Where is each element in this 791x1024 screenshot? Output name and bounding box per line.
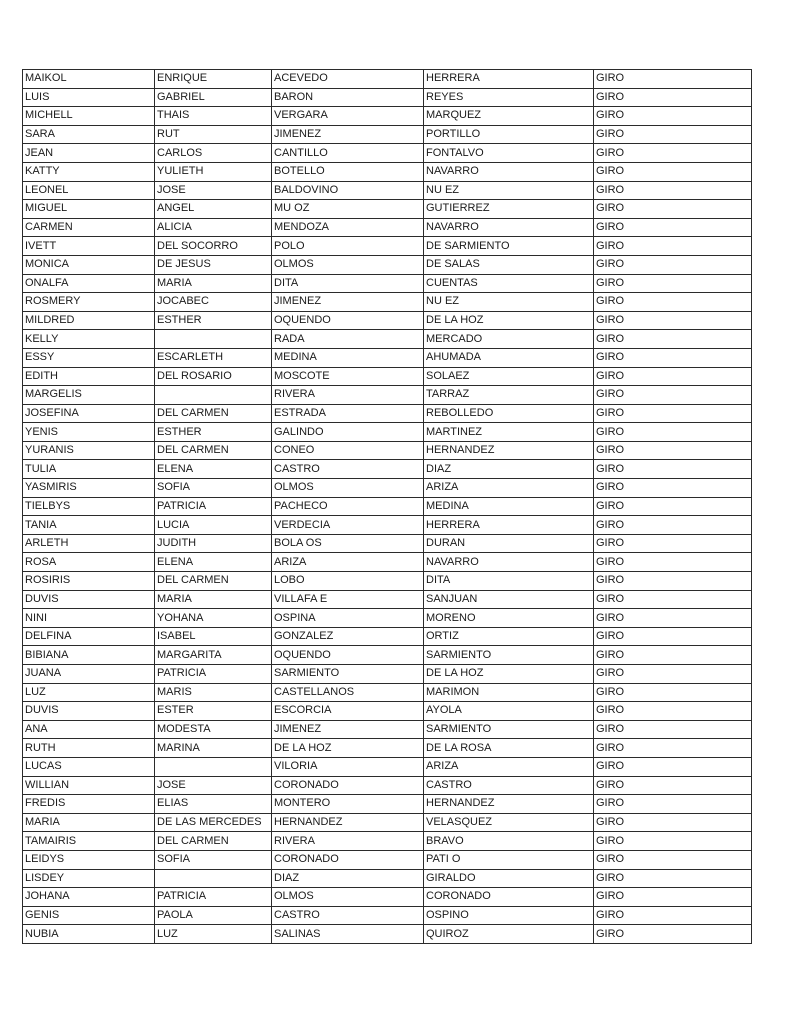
middle-name-cell: MARINA <box>155 739 272 758</box>
second-surname-cell: HERNANDEZ <box>424 441 594 460</box>
first-surname-cell: JIMENEZ <box>272 293 424 312</box>
payment-type-cell: GIRO <box>594 274 752 293</box>
first-surname-cell: CONEO <box>272 441 424 460</box>
second-surname-cell: HERNANDEZ <box>424 795 594 814</box>
first-name-cell: TANIA <box>23 516 155 535</box>
payment-type-cell: GIRO <box>594 367 752 386</box>
table-row <box>23 646 752 665</box>
second-surname-cell: MARQUEZ <box>424 107 594 126</box>
second-surname-cell: CUENTAS <box>424 274 594 293</box>
middle-name-cell <box>155 757 272 776</box>
payment-type-cell: GIRO <box>594 553 752 572</box>
table-row <box>23 757 752 776</box>
table-row <box>23 237 752 256</box>
second-surname-cell: HERRERA <box>424 516 594 535</box>
table-row <box>23 627 752 646</box>
names-table <box>22 69 752 944</box>
first-name-cell: TIELBYS <box>23 497 155 516</box>
first-surname-cell: DIAZ <box>272 869 424 888</box>
payment-type-cell: GIRO <box>594 311 752 330</box>
second-surname-cell: SANJUAN <box>424 590 594 609</box>
middle-name-cell: JUDITH <box>155 534 272 553</box>
middle-name-cell: ELENA <box>155 553 272 572</box>
payment-type-cell: GIRO <box>594 832 752 851</box>
table-row <box>23 572 752 591</box>
first-name-cell: YENIS <box>23 423 155 442</box>
second-surname-cell: MEDINA <box>424 497 594 516</box>
first-name-cell: IVETT <box>23 237 155 256</box>
table-row <box>23 125 752 144</box>
middle-name-cell: PAOLA <box>155 906 272 925</box>
table-row <box>23 534 752 553</box>
second-surname-cell: CORONADO <box>424 888 594 907</box>
second-surname-cell: CASTRO <box>424 776 594 795</box>
payment-type-cell: GIRO <box>594 330 752 349</box>
first-surname-cell: JIMENEZ <box>272 125 424 144</box>
table-row <box>23 200 752 219</box>
second-surname-cell: DE LA HOZ <box>424 311 594 330</box>
payment-type-cell: GIRO <box>594 386 752 405</box>
first-surname-cell: OQUENDO <box>272 311 424 330</box>
second-surname-cell: BRAVO <box>424 832 594 851</box>
second-surname-cell: VELASQUEZ <box>424 813 594 832</box>
first-surname-cell: VERGARA <box>272 107 424 126</box>
first-name-cell: LUCAS <box>23 757 155 776</box>
middle-name-cell: DE JESUS <box>155 255 272 274</box>
first-surname-cell: ACEVEDO <box>272 70 424 89</box>
table-row <box>23 330 752 349</box>
second-surname-cell: DIAZ <box>424 460 594 479</box>
first-name-cell: JOHANA <box>23 888 155 907</box>
first-surname-cell: VILLAFA E <box>272 590 424 609</box>
first-name-cell: EDITH <box>23 367 155 386</box>
middle-name-cell: ESTER <box>155 702 272 721</box>
first-surname-cell: MU OZ <box>272 200 424 219</box>
middle-name-cell: ESTHER <box>155 423 272 442</box>
first-name-cell: ROSA <box>23 553 155 572</box>
table-row <box>23 739 752 758</box>
first-surname-cell: MONTERO <box>272 795 424 814</box>
payment-type-cell: GIRO <box>594 144 752 163</box>
table-row <box>23 386 752 405</box>
second-surname-cell: AHUMADA <box>424 348 594 367</box>
first-name-cell: TAMAIRIS <box>23 832 155 851</box>
payment-type-cell: GIRO <box>594 162 752 181</box>
first-surname-cell: VILORIA <box>272 757 424 776</box>
first-surname-cell: BALDOVINO <box>272 181 424 200</box>
table-row <box>23 850 752 869</box>
first-surname-cell: CASTRO <box>272 460 424 479</box>
table-row <box>23 795 752 814</box>
table-row <box>23 367 752 386</box>
first-name-cell: ROSMERY <box>23 293 155 312</box>
middle-name-cell: MARIA <box>155 274 272 293</box>
middle-name-cell: DEL ROSARIO <box>155 367 272 386</box>
first-surname-cell: OLMOS <box>272 479 424 498</box>
second-surname-cell: TARRAZ <box>424 386 594 405</box>
middle-name-cell: ISABEL <box>155 627 272 646</box>
first-name-cell: MONICA <box>23 255 155 274</box>
table-row <box>23 665 752 684</box>
first-surname-cell: SARMIENTO <box>272 665 424 684</box>
payment-type-cell: GIRO <box>594 237 752 256</box>
second-surname-cell: DE SARMIENTO <box>424 237 594 256</box>
payment-type-cell: GIRO <box>594 757 752 776</box>
first-name-cell: MICHELL <box>23 107 155 126</box>
second-surname-cell: ORTIZ <box>424 627 594 646</box>
first-surname-cell: CORONADO <box>272 776 424 795</box>
middle-name-cell <box>155 330 272 349</box>
table-row <box>23 813 752 832</box>
middle-name-cell: MODESTA <box>155 720 272 739</box>
second-surname-cell: AYOLA <box>424 702 594 721</box>
table-row <box>23 832 752 851</box>
first-name-cell: ESSY <box>23 348 155 367</box>
first-surname-cell: BOLA OS <box>272 534 424 553</box>
table-row <box>23 423 752 442</box>
payment-type-cell: GIRO <box>594 218 752 237</box>
middle-name-cell: DEL CARMEN <box>155 572 272 591</box>
table-row <box>23 162 752 181</box>
first-surname-cell: MOSCOTE <box>272 367 424 386</box>
first-surname-cell: GONZALEZ <box>272 627 424 646</box>
first-name-cell: ANA <box>23 720 155 739</box>
table-row <box>23 683 752 702</box>
middle-name-cell: PATRICIA <box>155 497 272 516</box>
first-name-cell: DUVIS <box>23 702 155 721</box>
middle-name-cell: ELIAS <box>155 795 272 814</box>
table-row <box>23 311 752 330</box>
middle-name-cell <box>155 386 272 405</box>
first-name-cell: DUVIS <box>23 590 155 609</box>
names-table-body <box>23 70 752 944</box>
first-surname-cell: ESTRADA <box>272 404 424 423</box>
first-surname-cell: RADA <box>272 330 424 349</box>
second-surname-cell: PATI O <box>424 850 594 869</box>
first-name-cell: LEIDYS <box>23 850 155 869</box>
second-surname-cell: ARIZA <box>424 479 594 498</box>
first-name-cell: ROSIRIS <box>23 572 155 591</box>
first-surname-cell: LOBO <box>272 572 424 591</box>
payment-type-cell: GIRO <box>594 534 752 553</box>
first-surname-cell: VERDECIA <box>272 516 424 535</box>
first-surname-cell: PACHECO <box>272 497 424 516</box>
first-name-cell: JOSEFINA <box>23 404 155 423</box>
payment-type-cell: GIRO <box>594 776 752 795</box>
table-row <box>23 218 752 237</box>
first-name-cell: GENIS <box>23 906 155 925</box>
second-surname-cell: FONTALVO <box>424 144 594 163</box>
middle-name-cell: ALICIA <box>155 218 272 237</box>
payment-type-cell: GIRO <box>594 497 752 516</box>
first-surname-cell: CORONADO <box>272 850 424 869</box>
first-name-cell: YASMIRIS <box>23 479 155 498</box>
payment-type-cell: GIRO <box>594 665 752 684</box>
second-surname-cell: NAVARRO <box>424 162 594 181</box>
table-row <box>23 609 752 628</box>
first-surname-cell: GALINDO <box>272 423 424 442</box>
middle-name-cell: DE LAS MERCEDES <box>155 813 272 832</box>
payment-type-cell: GIRO <box>594 572 752 591</box>
first-surname-cell: OLMOS <box>272 255 424 274</box>
second-surname-cell: DURAN <box>424 534 594 553</box>
first-surname-cell: CASTELLANOS <box>272 683 424 702</box>
first-name-cell: CARMEN <box>23 218 155 237</box>
middle-name-cell: ESTHER <box>155 311 272 330</box>
payment-type-cell: GIRO <box>594 516 752 535</box>
first-surname-cell: RIVERA <box>272 832 424 851</box>
payment-type-cell: GIRO <box>594 125 752 144</box>
table-row <box>23 702 752 721</box>
table-row <box>23 888 752 907</box>
payment-type-cell: GIRO <box>594 795 752 814</box>
first-surname-cell: BARON <box>272 88 424 107</box>
first-name-cell: RUTH <box>23 739 155 758</box>
second-surname-cell: NU EZ <box>424 293 594 312</box>
payment-type-cell: GIRO <box>594 88 752 107</box>
first-name-cell: MAIKOL <box>23 70 155 89</box>
second-surname-cell: PORTILLO <box>424 125 594 144</box>
table-row <box>23 720 752 739</box>
table-row <box>23 404 752 423</box>
first-surname-cell: ARIZA <box>272 553 424 572</box>
payment-type-cell: GIRO <box>594 646 752 665</box>
first-name-cell: MIGUEL <box>23 200 155 219</box>
middle-name-cell: MARGARITA <box>155 646 272 665</box>
second-surname-cell: DITA <box>424 572 594 591</box>
first-name-cell: FREDIS <box>23 795 155 814</box>
payment-type-cell: GIRO <box>594 293 752 312</box>
table-row <box>23 553 752 572</box>
middle-name-cell: DEL CARMEN <box>155 832 272 851</box>
payment-type-cell: GIRO <box>594 888 752 907</box>
table-row <box>23 460 752 479</box>
middle-name-cell: MARIS <box>155 683 272 702</box>
table-row <box>23 88 752 107</box>
middle-name-cell: RUT <box>155 125 272 144</box>
first-name-cell: MILDRED <box>23 311 155 330</box>
table-row <box>23 181 752 200</box>
middle-name-cell: ELENA <box>155 460 272 479</box>
middle-name-cell: JOCABEC <box>155 293 272 312</box>
second-surname-cell: QUIROZ <box>424 925 594 944</box>
payment-type-cell: GIRO <box>594 441 752 460</box>
payment-type-cell: GIRO <box>594 925 752 944</box>
payment-type-cell: GIRO <box>594 702 752 721</box>
table-row <box>23 869 752 888</box>
first-name-cell: NINI <box>23 609 155 628</box>
middle-name-cell: JOSE <box>155 181 272 200</box>
table-row <box>23 925 752 944</box>
first-name-cell: LUZ <box>23 683 155 702</box>
first-name-cell: LUIS <box>23 88 155 107</box>
payment-type-cell: GIRO <box>594 70 752 89</box>
table-row <box>23 906 752 925</box>
payment-type-cell: GIRO <box>594 739 752 758</box>
first-name-cell: KATTY <box>23 162 155 181</box>
first-surname-cell: ESCORCIA <box>272 702 424 721</box>
second-surname-cell: SARMIENTO <box>424 646 594 665</box>
table-row <box>23 590 752 609</box>
first-surname-cell: OQUENDO <box>272 646 424 665</box>
second-surname-cell: SOLAEZ <box>424 367 594 386</box>
second-surname-cell: REBOLLEDO <box>424 404 594 423</box>
first-surname-cell: HERNANDEZ <box>272 813 424 832</box>
second-surname-cell: DE LA ROSA <box>424 739 594 758</box>
payment-type-cell: GIRO <box>594 850 752 869</box>
first-name-cell: MARIA <box>23 813 155 832</box>
table-row <box>23 776 752 795</box>
first-surname-cell: DE LA HOZ <box>272 739 424 758</box>
second-surname-cell: DE SALAS <box>424 255 594 274</box>
first-name-cell: ARLETH <box>23 534 155 553</box>
middle-name-cell: DEL CARMEN <box>155 404 272 423</box>
first-surname-cell: DITA <box>272 274 424 293</box>
table-row <box>23 348 752 367</box>
middle-name-cell: SOFIA <box>155 850 272 869</box>
first-surname-cell: CASTRO <box>272 906 424 925</box>
payment-type-cell: GIRO <box>594 869 752 888</box>
first-name-cell: ONALFA <box>23 274 155 293</box>
payment-type-cell: GIRO <box>594 590 752 609</box>
middle-name-cell: CARLOS <box>155 144 272 163</box>
middle-name-cell: ENRIQUE <box>155 70 272 89</box>
first-surname-cell: MEDINA <box>272 348 424 367</box>
payment-type-cell: GIRO <box>594 906 752 925</box>
payment-type-cell: GIRO <box>594 720 752 739</box>
table-row <box>23 107 752 126</box>
second-surname-cell: REYES <box>424 88 594 107</box>
middle-name-cell: GABRIEL <box>155 88 272 107</box>
second-surname-cell: MARTINEZ <box>424 423 594 442</box>
table-row <box>23 274 752 293</box>
table-row <box>23 70 752 89</box>
first-name-cell: YURANIS <box>23 441 155 460</box>
payment-type-cell: GIRO <box>594 348 752 367</box>
first-name-cell: WILLIAN <box>23 776 155 795</box>
middle-name-cell: JOSE <box>155 776 272 795</box>
first-surname-cell: CANTILLO <box>272 144 424 163</box>
payment-type-cell: GIRO <box>594 107 752 126</box>
second-surname-cell: OSPINO <box>424 906 594 925</box>
middle-name-cell: PATRICIA <box>155 665 272 684</box>
payment-type-cell: GIRO <box>594 813 752 832</box>
payment-type-cell: GIRO <box>594 423 752 442</box>
middle-name-cell: YOHANA <box>155 609 272 628</box>
second-surname-cell: NU EZ <box>424 181 594 200</box>
table-row <box>23 497 752 516</box>
middle-name-cell: SOFIA <box>155 479 272 498</box>
first-name-cell: JEAN <box>23 144 155 163</box>
second-surname-cell: SARMIENTO <box>424 720 594 739</box>
first-name-cell: LISDEY <box>23 869 155 888</box>
first-surname-cell: RIVERA <box>272 386 424 405</box>
second-surname-cell: MORENO <box>424 609 594 628</box>
first-name-cell: SARA <box>23 125 155 144</box>
middle-name-cell: ESCARLETH <box>155 348 272 367</box>
second-surname-cell: NAVARRO <box>424 218 594 237</box>
table-row <box>23 144 752 163</box>
table-row <box>23 516 752 535</box>
table-row <box>23 441 752 460</box>
payment-type-cell: GIRO <box>594 255 752 274</box>
second-surname-cell: GUTIERREZ <box>424 200 594 219</box>
first-surname-cell: POLO <box>272 237 424 256</box>
first-surname-cell: OLMOS <box>272 888 424 907</box>
first-surname-cell: MENDOZA <box>272 218 424 237</box>
payment-type-cell: GIRO <box>594 460 752 479</box>
table-row <box>23 479 752 498</box>
first-name-cell: MARGELIS <box>23 386 155 405</box>
first-name-cell: NUBIA <box>23 925 155 944</box>
payment-type-cell: GIRO <box>594 479 752 498</box>
second-surname-cell: MARIMON <box>424 683 594 702</box>
second-surname-cell: NAVARRO <box>424 553 594 572</box>
payment-type-cell: GIRO <box>594 627 752 646</box>
second-surname-cell: GIRALDO <box>424 869 594 888</box>
middle-name-cell: LUZ <box>155 925 272 944</box>
second-surname-cell: HERRERA <box>424 70 594 89</box>
first-surname-cell: SALINAS <box>272 925 424 944</box>
table-row <box>23 293 752 312</box>
first-name-cell: BIBIANA <box>23 646 155 665</box>
table-row <box>23 255 752 274</box>
first-surname-cell: BOTELLO <box>272 162 424 181</box>
first-surname-cell: OSPINA <box>272 609 424 628</box>
middle-name-cell: PATRICIA <box>155 888 272 907</box>
middle-name-cell: YULIETH <box>155 162 272 181</box>
second-surname-cell: MERCADO <box>424 330 594 349</box>
middle-name-cell <box>155 869 272 888</box>
payment-type-cell: GIRO <box>594 200 752 219</box>
first-surname-cell: JIMENEZ <box>272 720 424 739</box>
payment-type-cell: GIRO <box>594 609 752 628</box>
first-name-cell: LEONEL <box>23 181 155 200</box>
middle-name-cell: ANGEL <box>155 200 272 219</box>
payment-type-cell: GIRO <box>594 683 752 702</box>
middle-name-cell: MARIA <box>155 590 272 609</box>
first-name-cell: JUANA <box>23 665 155 684</box>
first-name-cell: TULIA <box>23 460 155 479</box>
second-surname-cell: DE LA HOZ <box>424 665 594 684</box>
second-surname-cell: ARIZA <box>424 757 594 776</box>
first-name-cell: KELLY <box>23 330 155 349</box>
middle-name-cell: LUCIA <box>155 516 272 535</box>
middle-name-cell: DEL CARMEN <box>155 441 272 460</box>
first-name-cell: DELFINA <box>23 627 155 646</box>
middle-name-cell: THAIS <box>155 107 272 126</box>
middle-name-cell: DEL SOCORRO <box>155 237 272 256</box>
payment-type-cell: GIRO <box>594 404 752 423</box>
payment-type-cell: GIRO <box>594 181 752 200</box>
